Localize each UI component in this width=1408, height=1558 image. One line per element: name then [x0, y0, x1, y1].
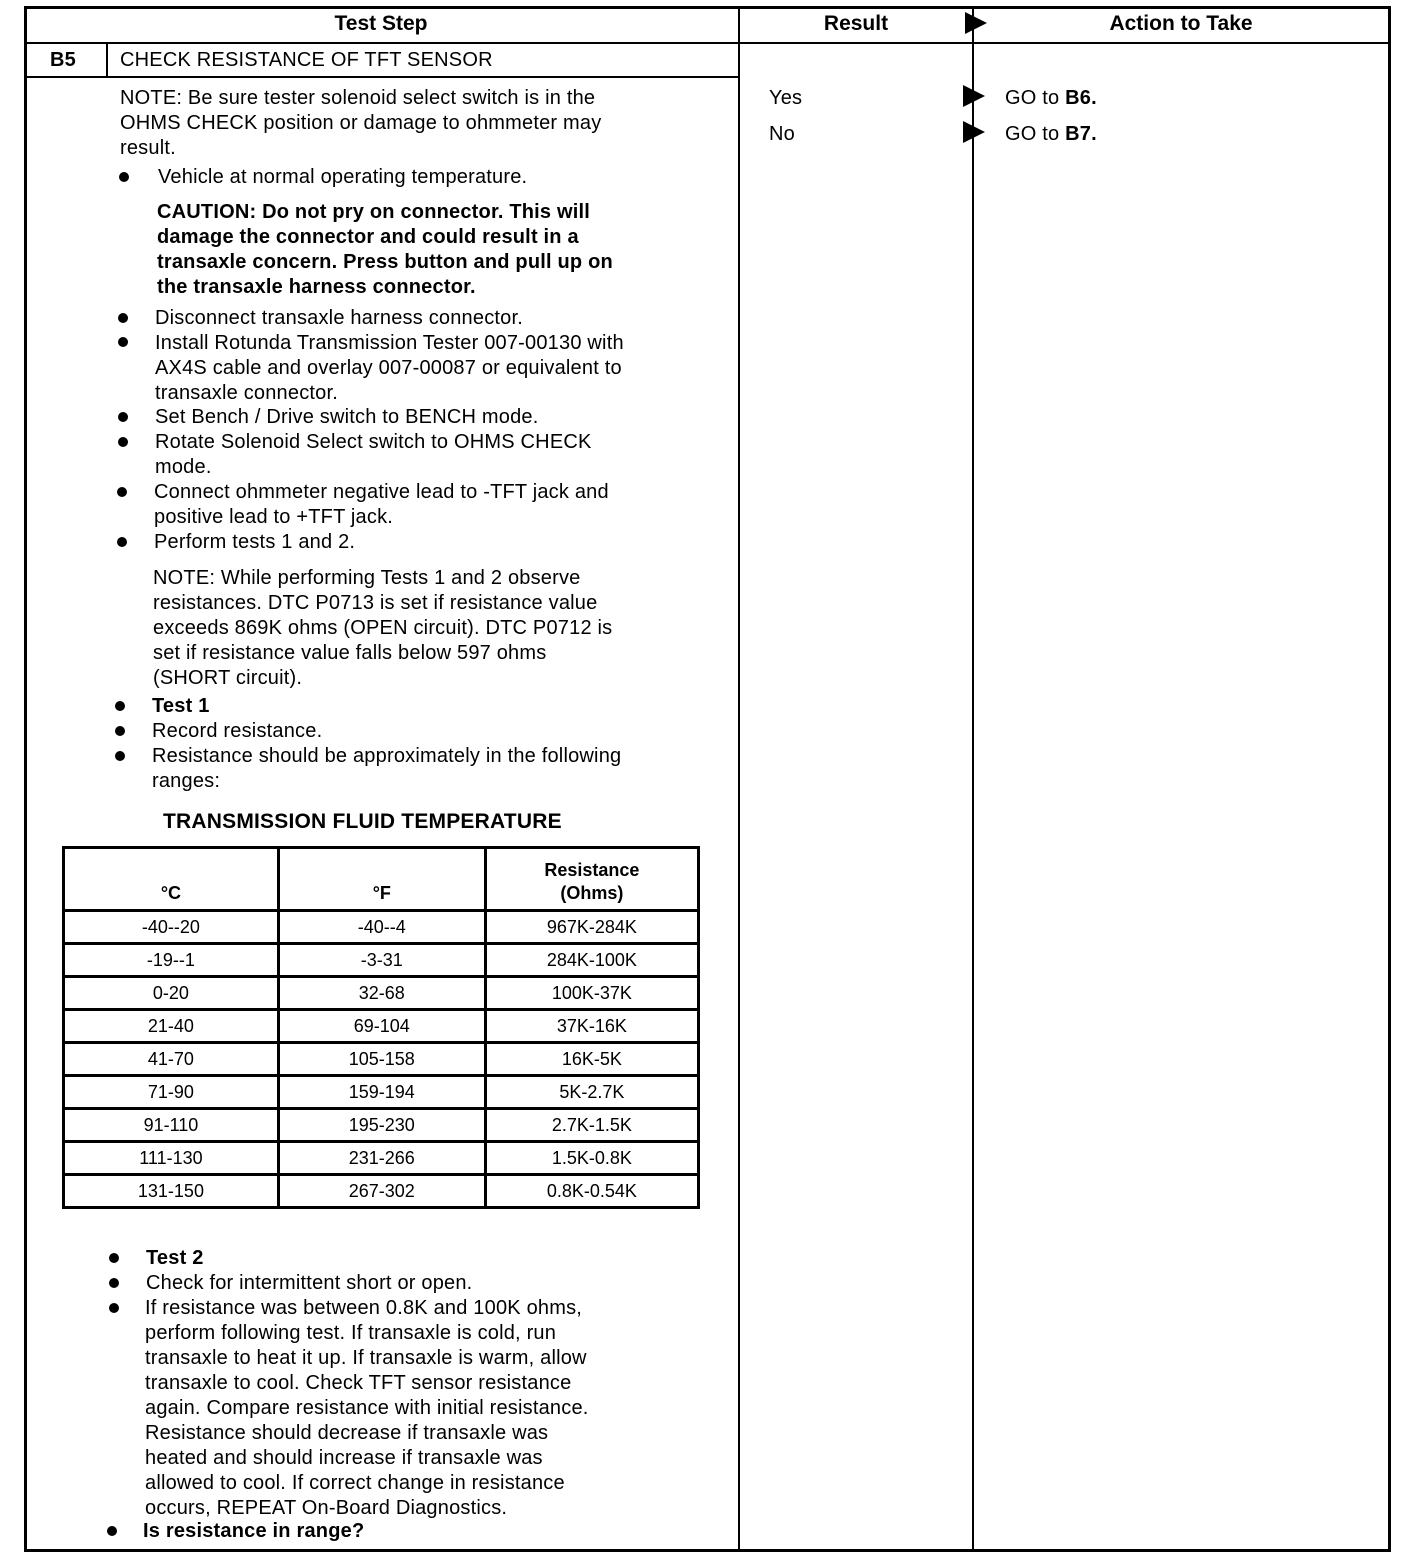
step-title: CHECK RESISTANCE OF TFT SENSOR [120, 49, 493, 71]
bullet-icon [115, 751, 125, 761]
col-divider-1 [738, 6, 740, 1552]
bullet-icon [117, 537, 127, 547]
table-title: TRANSMISSION FLUID TEMPERATURE [163, 810, 562, 833]
step-id-divider [106, 42, 108, 78]
header-underline [24, 42, 1390, 44]
frame-top [24, 6, 1390, 9]
table-row [64, 1175, 699, 1208]
resistance-cell: 1.5K-0.8K [485, 1142, 698, 1175]
step-vehicle-temp: Vehicle at normal operating temperature. [158, 166, 528, 188]
col-divider-2 [972, 6, 974, 1552]
frame-left [24, 6, 27, 1552]
table-row [64, 1076, 699, 1109]
fahrenheit-cell: -3-31 [278, 944, 485, 977]
bullet-icon [115, 701, 125, 711]
step-id: B5 [50, 49, 76, 71]
resistance-cell: 0.8K-0.54K [485, 1175, 698, 1208]
table-row [64, 1109, 699, 1142]
step-install-tester: Install Rotunda Transmission Tester 007-00130 with AX4S cable and overlay 007-00087 or equivalent to transaxle connector. [155, 332, 624, 404]
frame-right [1388, 6, 1391, 1552]
note-1: NOTE: Be sure tester solenoid select switch is in the OHMS CHECK position or damage to ohmmeter may result. [120, 87, 602, 159]
bullet-icon [118, 412, 128, 422]
test-2-label: Test 2 [146, 1247, 204, 1269]
bullet-icon [115, 726, 125, 736]
celsius-cell: 0-20 [64, 977, 279, 1010]
resistance-cell: 37K-16K [485, 1010, 698, 1043]
header-action: Action to Take [1109, 12, 1253, 35]
fahrenheit-cell: -40--4 [278, 911, 485, 944]
bullet-icon [118, 337, 128, 347]
table-row [64, 1043, 699, 1076]
celsius-cell: 91-110 [64, 1109, 279, 1142]
fahrenheit-cell: 231-266 [278, 1142, 485, 1175]
table-row [64, 944, 699, 977]
bullet-icon [109, 1253, 119, 1263]
fahrenheit-cell: 69-104 [278, 1010, 485, 1043]
bullet-icon [109, 1303, 119, 1313]
question-in-range: Is resistance in range? [143, 1520, 365, 1542]
celsius-cell: 41-70 [64, 1043, 279, 1076]
celsius-cell: 71-90 [64, 1076, 279, 1109]
celsius-cell: 131-150 [64, 1175, 279, 1208]
action-no: GO to B7. [1005, 123, 1097, 145]
bullet-icon [107, 1526, 117, 1536]
resistance-cell: 2.7K-1.5K [485, 1109, 698, 1142]
step-perform-tests: Perform tests 1 and 2. [154, 531, 356, 553]
table-header-row [64, 848, 699, 911]
bullet-icon [119, 172, 129, 182]
bullet-icon [109, 1278, 119, 1288]
step-check-intermittent: Check for intermittent short or open. [146, 1272, 473, 1294]
caution-text: CAUTION: Do not pry on connector. This will damage the connector and could result in a transaxle concern. Press button and pull up on the transaxle harness connector. [157, 201, 613, 298]
table-row [64, 977, 699, 1010]
step-rotate-switch: Rotate Solenoid Select switch to OHMS CHECK mode. [155, 431, 592, 478]
fahrenheit-cell: 159-194 [278, 1076, 485, 1109]
result-no: No [769, 123, 795, 145]
table-row [64, 1142, 699, 1175]
bullet-icon [118, 437, 128, 447]
result-yes-arrow-icon [963, 85, 985, 107]
step-resistance-ranges: Resistance should be approximately in the following ranges: [152, 745, 622, 792]
step-resistance-change-test: If resistance was between 0.8K and 100K ohms, perform following test. If transaxle is cold, run transaxle to heat it up. If transaxle is warm, allow transaxle to cool. Check TFT sensor resistance again. Compare resistance with initial resistance. Resistance should decrease if transaxle was heated and should increase if transaxle was allowed to cool. If correct change in resistance occurs, REPEAT On-Board Diagnostics. [145, 1297, 589, 1519]
celsius-cell: 21-40 [64, 1010, 279, 1043]
bullet-icon [118, 313, 128, 323]
fahrenheit-cell: 32-68 [278, 977, 485, 1010]
fahrenheit-cell: 267-302 [278, 1175, 485, 1208]
resistance-cell: 5K-2.7K [485, 1076, 698, 1109]
note-2: NOTE: While performing Tests 1 and 2 observe resistances. DTC P0713 is set if resistance value exceeds 869K ohms (OPEN circuit). DTC P0712 is set if resistance value falls below 597 ohms (SHORT circuit). [153, 567, 613, 689]
step-connect-ohmmeter: Connect ohmmeter negative lead to -TFT jack and positive lead to +TFT jack. [154, 481, 609, 528]
fahrenheit-cell: 195-230 [278, 1109, 485, 1142]
header-test-step: Test Step [334, 12, 428, 35]
resistance-cell: 284K-100K [485, 944, 698, 977]
frame-bottom [24, 1549, 1390, 1552]
tft-resistance-table [62, 846, 700, 1209]
resistance-cell: 16K-5K [485, 1043, 698, 1076]
resistance-cell: 967K-284K [485, 911, 698, 944]
result-no-arrow-icon [963, 121, 985, 143]
celsius-cell: -19--1 [64, 944, 279, 977]
header-fahrenheit: °F [278, 848, 485, 911]
header-resistance: Resistance (Ohms) [485, 848, 698, 911]
step-title-underline [24, 76, 740, 78]
table-row [64, 1010, 699, 1043]
fahrenheit-cell: 105-158 [278, 1043, 485, 1076]
step-disconnect: Disconnect transaxle harness connector. [155, 307, 523, 329]
result-yes: Yes [769, 87, 803, 109]
bullet-icon [117, 487, 127, 497]
header-celsius: °C [64, 848, 279, 911]
celsius-cell: 111-130 [64, 1142, 279, 1175]
resistance-cell: 100K-37K [485, 977, 698, 1010]
step-bench-mode: Set Bench / Drive switch to BENCH mode. [155, 406, 539, 428]
action-yes: GO to B6. [1005, 87, 1097, 109]
table-row [64, 911, 699, 944]
celsius-cell: -40--20 [64, 911, 279, 944]
header-result: Result [823, 12, 889, 35]
test-1-label: Test 1 [152, 695, 210, 717]
step-record-resistance: Record resistance. [152, 720, 323, 742]
